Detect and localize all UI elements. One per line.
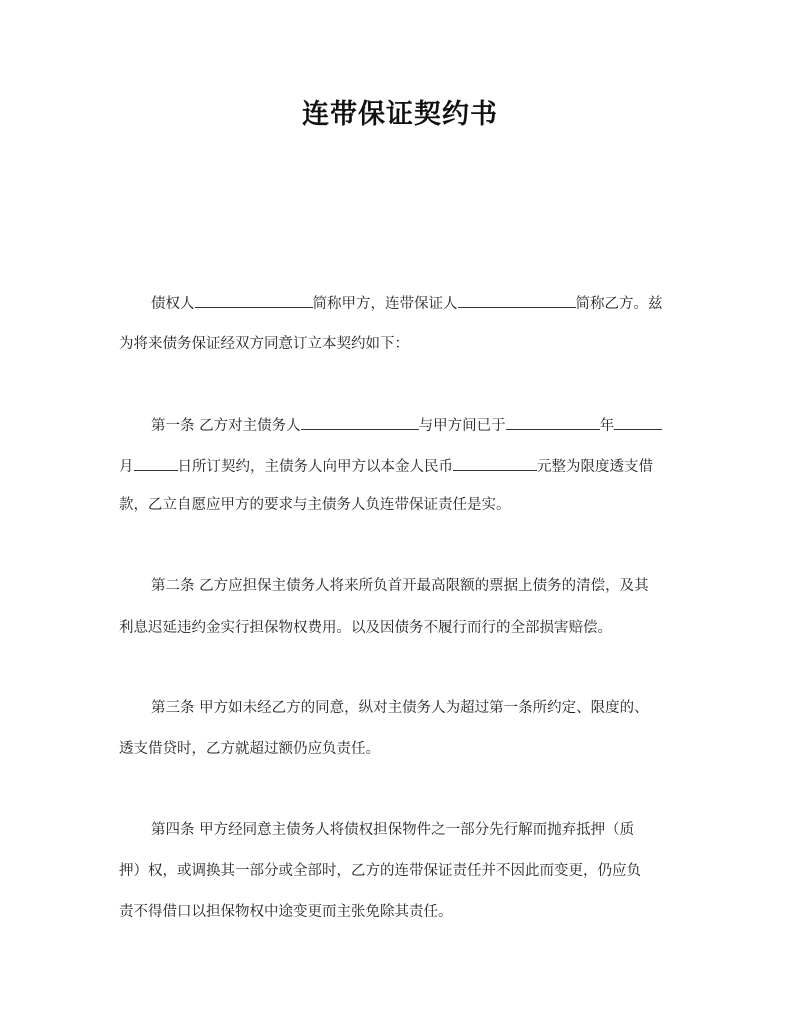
intro-text-guarantor: 简称甲方，连带保证人 <box>312 296 458 312</box>
article1-line-1 <box>119 414 685 436</box>
article3-text-1: 第三条 甲方如未经乙方的同意，纵对主债务人为超过第一条所约定、限度的、 <box>151 700 649 716</box>
day-blank[interactable] <box>134 455 178 471</box>
intro-line-1 <box>119 292 685 314</box>
article1-text-b: 与甲方间已于 <box>418 418 506 434</box>
year-blank[interactable] <box>506 414 600 430</box>
article1-text-c: 日所订契约，主债务人向甲方以本金人民币 <box>177 459 453 475</box>
article1-text-month: 月 <box>119 459 134 475</box>
article2-text-1: 第二条 乙方应担保主债务人将来所负首开最高限额的票据上债务的清偿，及其 <box>151 578 649 594</box>
article4-text-1: 第四条 甲方经同意主债务人将债权担保物件之一部分先行解而抛弃抵押（质 <box>151 822 635 838</box>
article1-text-year: 年 <box>599 418 615 434</box>
article4-line-3: 责不得借口以担保物权中途变更而主张免除其责任。 <box>119 904 453 920</box>
intro-text-creditor: 债权人 <box>151 296 195 312</box>
article3-line-1 <box>119 698 685 718</box>
amount-blank[interactable] <box>453 455 537 471</box>
article1-line-3: 款，乙立自愿应甲方的要求与主债务人负连带保证责任是实。 <box>119 497 511 513</box>
creditor-blank[interactable] <box>195 292 313 308</box>
intro-text-party-b: 简称乙方。兹 <box>575 296 663 312</box>
month-blank-a[interactable] <box>614 414 662 430</box>
intro-line-2: 为将来债务保证经双方同意订立本契约如下： <box>119 336 409 352</box>
main-debtor-blank[interactable] <box>301 414 419 430</box>
article4-line-2: 押）权，或调换其一部分或全部时，乙方的连带保证责任并不因此而变更，仍应负 <box>119 863 641 879</box>
guarantor-blank[interactable] <box>458 292 576 308</box>
article1-text-d: 元整为限度透支借 <box>537 459 653 475</box>
article4-line-1 <box>119 820 685 840</box>
document-title: 连带保证契约书 <box>302 99 498 130</box>
article2-line-1 <box>119 576 685 596</box>
article1-text-a: 第一条 乙方对主债务人 <box>151 418 301 434</box>
article3-line-2: 透支借贷时，乙方就超过额仍应负责任。 <box>119 741 380 757</box>
article1-line-2 <box>119 455 685 477</box>
article2-line-2: 利息迟延违约金实行担保物权费用。以及因债务不履行而行的全部损害赔偿。 <box>119 620 612 636</box>
